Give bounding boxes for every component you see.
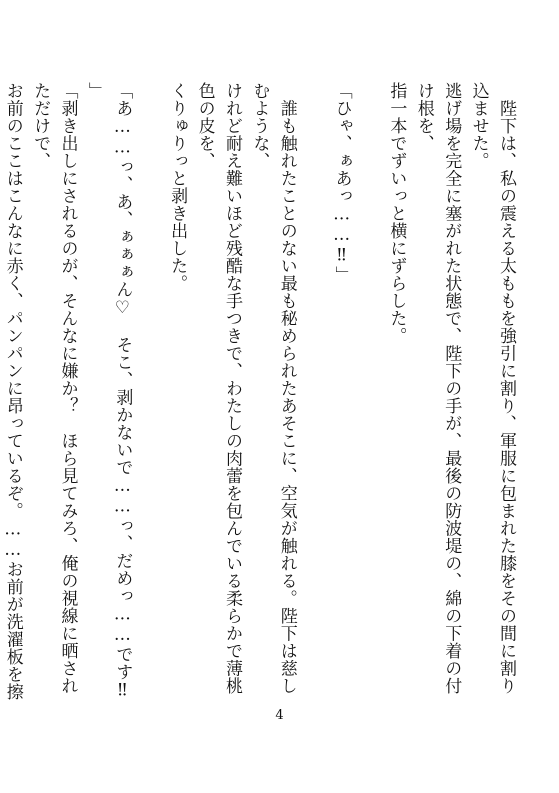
text-line-12: 「剥き出しにされるのが、そんなに嫌か？ ほら見てみろ、俺の視線に晒されただけで、: [30, 82, 78, 695]
text-line-13: お前のここはこんなに赤く、パンパンに昂っているぞ。……お前が洗濯板を擦: [2, 82, 23, 701]
text-line-9: くりゅりっと剥き出した。: [167, 82, 188, 292]
text-line-5: 「ひゃ、ぁあっ……‼」: [331, 82, 352, 284]
blank-line: [300, 82, 327, 702]
text-line-1: 陛下は、私の震える太ももを強引に割り、軍服に包まれた膝をその間に割り込ませた。: [468, 82, 516, 695]
blank-line: [135, 82, 162, 702]
vertical-text-body: [2, 82, 519, 702]
text-line-2: 逃げ場を完全に塞がれた状態で、陛下の手が、最後の防波堤の、綿の下着の付け根を、: [413, 82, 462, 695]
text-line-8: けれど耐え難いほど残酷な手つきで、わたしの肉蕾を包んでいる柔らかで薄桃色の皮を、: [194, 82, 242, 695]
page-number: 4: [275, 708, 284, 723]
text-line-7: 誰も触れたことのない最も秘められたあそこに、空気が触れる。陛下は慈しむような、: [249, 82, 297, 695]
text-line-3: 指一本でずいっと横にずらした。: [386, 82, 407, 345]
text-line-11: 「あ……っ、あ、ぁぁぁん♡ そこ、剥かないで……っ、だめっ……です‼」: [84, 82, 133, 701]
blank-line: [355, 82, 382, 702]
